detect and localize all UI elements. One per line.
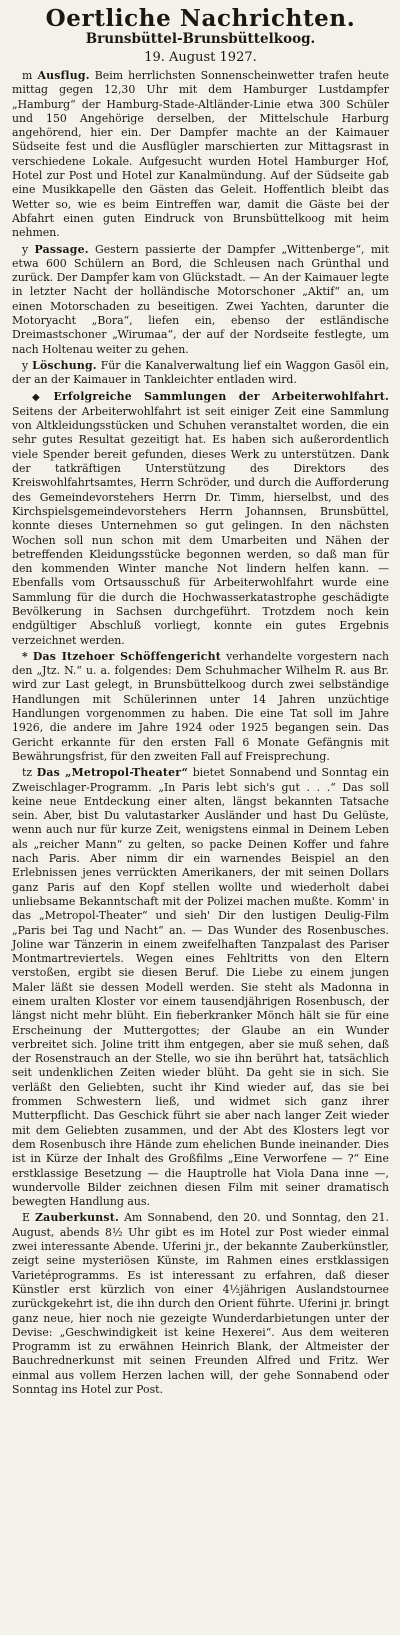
article-headline: Ausflug. (37, 69, 90, 82)
asterisk-marker-icon: * (22, 649, 28, 663)
article-body: Am Sonnabend, den 20. und Sonntag, den 21. August, abends 8½ Uhr gibt es im Hotel zur Post wieder einmal zwei interessante Abende. Uferini jr., der bekannte Zauberkünstler, zeigt seine mysteriösen Künste, im Rahmen eines erstklassigen Varietéprogramms. Es ist interessant zu erfahren, daß dieser Künstler erst kürzlich von einer 4½jährigen Auslandstournee zurückgekehrt ist, die ihn durch den Orient führte. Uferini jr. bringt ganz neue, hier noch nie gezeigte Wunderdarbietungen unter der Devise: „Geschwindigkeit ist keine Hexerei“. Aus dem weiteren Programm ist zu erwähnen Heinrich Blank, der Altmeister der Bauchrednerkunst mit seinen Freunden Alfred und Fritz. Wer einmal aus vollem Herzen lachen will, der gehe Sonnabend oder Sonntag ins Hotel zur Post. (12, 1211, 389, 1397)
article-marker: E (22, 1211, 30, 1225)
article-body: Seitens der Arbeiterwohlfahrt ist seit einiger Zeit eine Sammlung von Altkleidungsstücken und Schuhen veranstaltet worden, die ein sehr gutes Resultat gezeitigt hat. Es haben sich außerordentlich viele Spender bereit gefunden, dieses Werk zu unterstützen. Dank der tatkräftigen Unterstützung des Direktors des Kreiswohlfahrtsamtes, Herrn Schröder, und durch die Aufforderung des Gemeindevorstehers Herrn Dr. Timm, hierselbst, und des Kirchspielsgemeindevorstehers Herrn Johannsen, Brunsbüttel, konnte dieses Unternehmen so gut gelingen. In den nächsten Wochen soll nun schon mit dem Umarbeiten und Nähen der betreffenden Kleidungsstücke begonnen werden, so daß man für den kommenden Winter manche Not lindern helfen kann. — Ebenfalls vom Ortsausschuß für Arbeiterwohlfahrt wurde eine Sammlung für die durch die Hochwasserkatastrophe geschädigte Bevölkerung in Sachsen durchgeführt. Trotzdem noch kein endgültiger Abschluß vorliegt, konnte ein gutes Ergebnis verzeichnet werden. (12, 404, 389, 647)
article-passage (12, 243, 389, 357)
article-body: bietet Sonnabend und Sonntag ein Zweischlager-Programm. „In Paris lebt sich's gut . . .“ Das soll keine neue Entdeckung einer alten, längst bekannten Tatsache sein. Aber, bist Du valutastarker Ausländer und hast Du Gelüste, wenn auch nur für kurze Zeit, wenigstens einmal in Deinem Leben als „reicher Mann“ zu gelten, so packe Deinen Koffer und fahre nach Paris. Aber nimm dir ein warnendes Beispiel an den Erlebnissen jenes verrückten Amerikaners, der mit seinen Dollars ganz Paris auf den Kopf stellen wollte und wiederholt dabei unliebsame Bekanntschaft mit der Polizei machen mußte. Komm' in das „Metropol-Theater“ und sieh' Dir den lustigen Deulig-Film „Paris bei Tag und Nacht“ an. — Das Wunder des Rosenbusches. Joline war Tänzerin in einem zweifelhaften Tanzpalast des Pariser Montmartreviertels. Wegen eines Fehltritts von den Eltern verstoßen, ergibt sie diesen Beruf. Die Liebe zu einem jungen Maler läßt sie dessen Modell werden. Sie steht als Madonna in einem uralten Kloster vor einem tausendjährigen Rosenbusch, der längst nicht mehr blüht. Ein fieberkranker Mönch hält sie für eine Erscheinung der Muttergottes; der Glaube an ein Wunder verbreitet sich. Joline tritt ihm entgegen, aber sie muß sehen, daß der Rosenstrauch an der Stelle, wo sie ihn berührt hat, tatsächlich seit undenklichen Zeiten wieder blüht. Da geht sie in sich. Sie verläßt den Geliebten, sucht ihr Kind wieder auf, das sie bei frommen Schwestern ließ, und widmet sich ganz ihrer Mutterpflicht. Das Geschick führt sie aber nach langer Zeit wieder mit dem Geliebten zusammen, und der Abt des Klosters legt vor dem Rosenbusch ihre Hände zum ehelichen Bunde ineinander. Dies ist in Kürze der Inhalt des Großfilms „Eine Verworfene — ?“ Eine erstklassige Besetzung — die Hauptrolle hat Viola Dana inne —, wundervolle Bilder zeichnen diesen Film mit seiner dramatisch bewegten Handlung aus. (12, 766, 389, 1209)
section-subtitle: Brunsbüttel-Brunsbüttelkoog. (85, 31, 316, 47)
article-schoeffengericht (12, 650, 389, 764)
article-body: Gestern passierte der Dampfer „Wittenberge“, mit etwa 600 Schülern an Bord, die Schleusen nach Grünthal und zurück. Der Dampfer kam von Glückstadt. — An der Kaimauer legte in letzter Nacht der holländische Motorschoner „Aktif“ an, um einen Motorschaden zu beseitigen. Zwei Yachten, darunter die Motoryacht „Bora“, liefen ein, ebenso der estländische Dreimastschoner „Wirumaa“, der auf der Nordseite festlegte, um nach Holtenau weiter zu gehen. (12, 242, 390, 356)
article-headline: Zauberkunst. (35, 1211, 119, 1225)
article-body: Beim herrlichsten Sonnenscheinwetter trafen heute mittag gegen 12,30 Uhr mit dem Hamburger Lustdampfer „Hamburg“ der Hamburg-Stade-Altländer-Linie etwa 300 Schüler und 150 Angehörige derselben, der Mittelschule Harburg angehörend, hier ein. Der Dampfer machte an der Kaimauer Südseite fest und die Ausflügler marschierten zur Mittagsrast in verschiedene Lokale. Aufgesucht wurden Hotel Hamburger Hof, Hotel zur Post und Hotel zur Kanalmündung. Auf der Südseite gab eine Musikkapelle den Gästen das Geleit. Hoffentlich bleibt das Wetter so, wie es beim Eintreffen war, damit die Gäste bei der Abfahrt einen guten Eindruck von Brunsbüttelkoog mit heim nehmen. (12, 69, 389, 240)
article-zauberkunst (12, 1211, 389, 1397)
article-ausflug (12, 69, 389, 241)
article-marker: y (22, 358, 29, 372)
article-metropol-theater (12, 766, 389, 1209)
section-title: Oertliche Nachrichten. (45, 5, 356, 32)
article-headline: Erfolgreiche Sammlungen der Arbeiterwohlfahrt. (53, 389, 389, 403)
article-loeschung (12, 359, 389, 388)
article-marker: m (22, 69, 33, 82)
article-headline: Das „Metropol-Theater“ (36, 766, 189, 780)
article-marker: y (22, 242, 29, 256)
article-marker: tz (22, 766, 33, 780)
article-body: verhandelte vorgestern nach den „Jtz. N.“ u. a. folgendes: Dem Schuhmacher Wilhelm R. aus Br. wird zur Last gelegt, in Brunsbüttelkoog durch zwei selbständige Handlungen mit Schülerinnen unter 14 Jahren unzüchtige Handlungen vorgenommen zu haben. Die eine Tat soll im Jahre 1926, die andere im Jahre 1924 oder 1925 begangen sein. Das Gericht erkannte für den ersten Fall 6 Monate Gefängnis mit Bewährungsfrist, für den zweiten Fall auf Freisprechung. (12, 649, 390, 763)
article-body: Für die Kanalverwaltung lief ein Waggon Gasöl ein, der an der Kaimauer in Tankleichter entladen wird. (12, 358, 389, 387)
article-headline: Löschung. (32, 358, 97, 372)
article-arbeiterwohlfahrt (12, 390, 389, 648)
article-headline: Das Itzehoer Schöffengericht (32, 649, 221, 663)
article-headline: Passage. (34, 242, 89, 256)
diamond-ornament-icon: ◆ (32, 391, 40, 403)
issue-date: 19. August 1927. (144, 50, 257, 65)
